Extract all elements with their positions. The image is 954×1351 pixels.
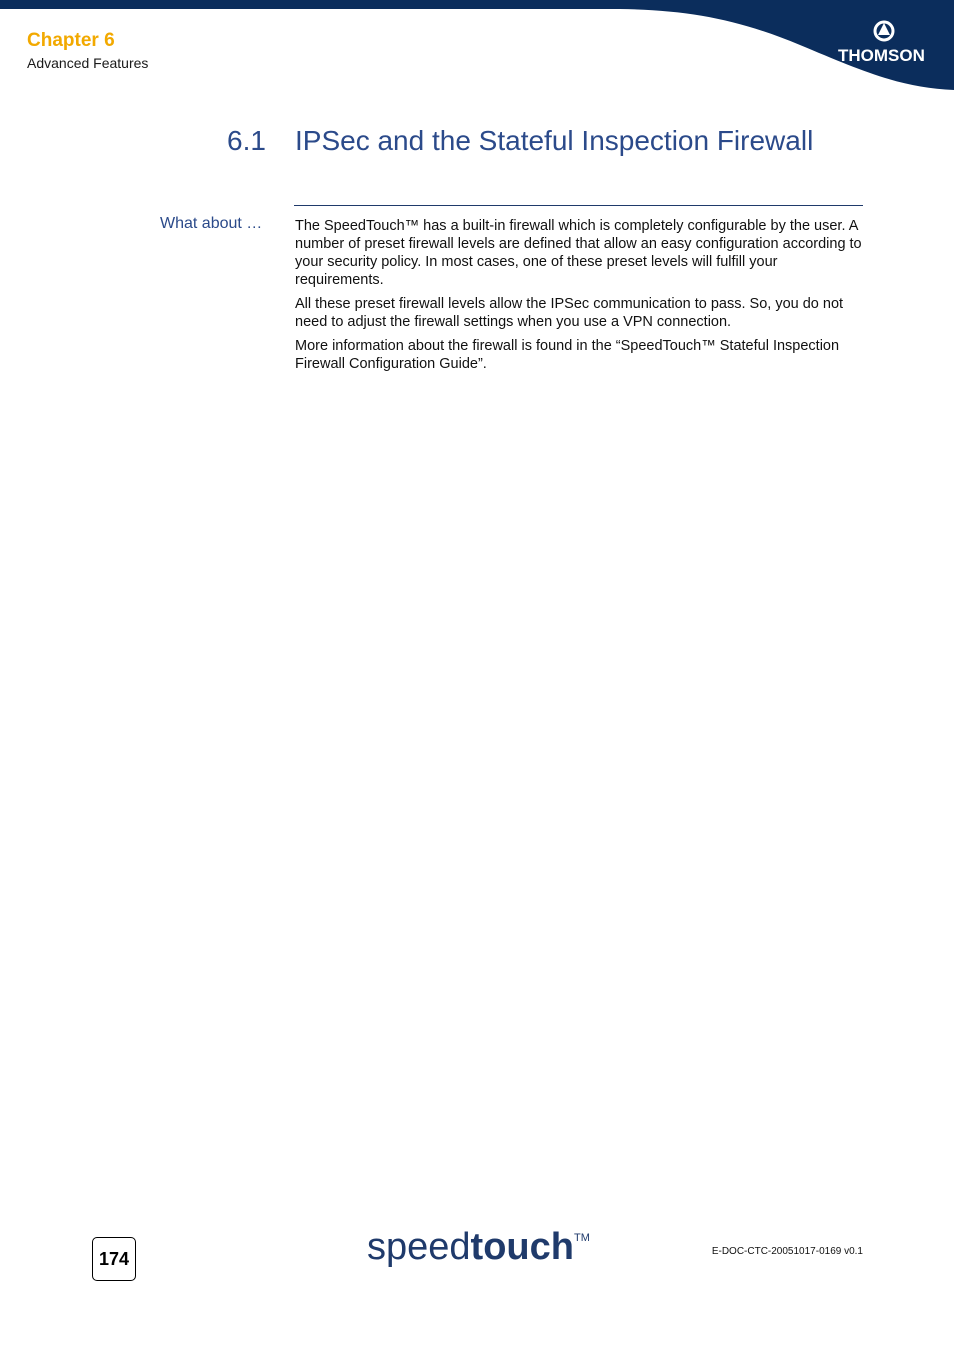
side-label: What about … xyxy=(160,215,263,232)
document-reference: E-DOC-CTC-20051017-0169 v0.1 xyxy=(711,1246,863,1257)
chapter-label: Chapter 6 xyxy=(27,30,115,51)
section-divider xyxy=(294,205,863,206)
logo-bold-text: touch xyxy=(470,1226,574,1268)
page-number: 174 xyxy=(92,1237,136,1281)
logo-light-text: speed xyxy=(367,1226,471,1268)
section-title: IPSec and the Stateful Inspection Firewall xyxy=(295,125,814,156)
body-text xyxy=(295,217,865,379)
paragraph: All these preset firewall levels allow the IPSec communication to pass. So, you do not need to adjust the firewall settings when you use a VPN connection. xyxy=(295,296,844,330)
speedtouch-logo xyxy=(367,1226,590,1269)
header-band xyxy=(0,0,954,92)
brand-name: THOMSON xyxy=(838,46,925,65)
paragraph: More information about the firewall is found in the “SpeedTouch™ Stateful Inspection Firewall Configuration Guide”. xyxy=(295,338,840,372)
chapter-subtitle: Advanced Features xyxy=(27,55,149,71)
thomson-logo-icon xyxy=(873,20,895,42)
paragraph: The SpeedTouch™ has a built-in firewall which is completely configurable by the user. A number of preset firewall levels are defined that allow an easy configuration according to your security policy. In most cases, one of these preset levels will fulfill your requirements. xyxy=(295,218,862,288)
section-heading xyxy=(227,125,813,157)
logo-trademark: TM xyxy=(573,1232,590,1244)
section-number: 6.1 xyxy=(227,125,266,156)
